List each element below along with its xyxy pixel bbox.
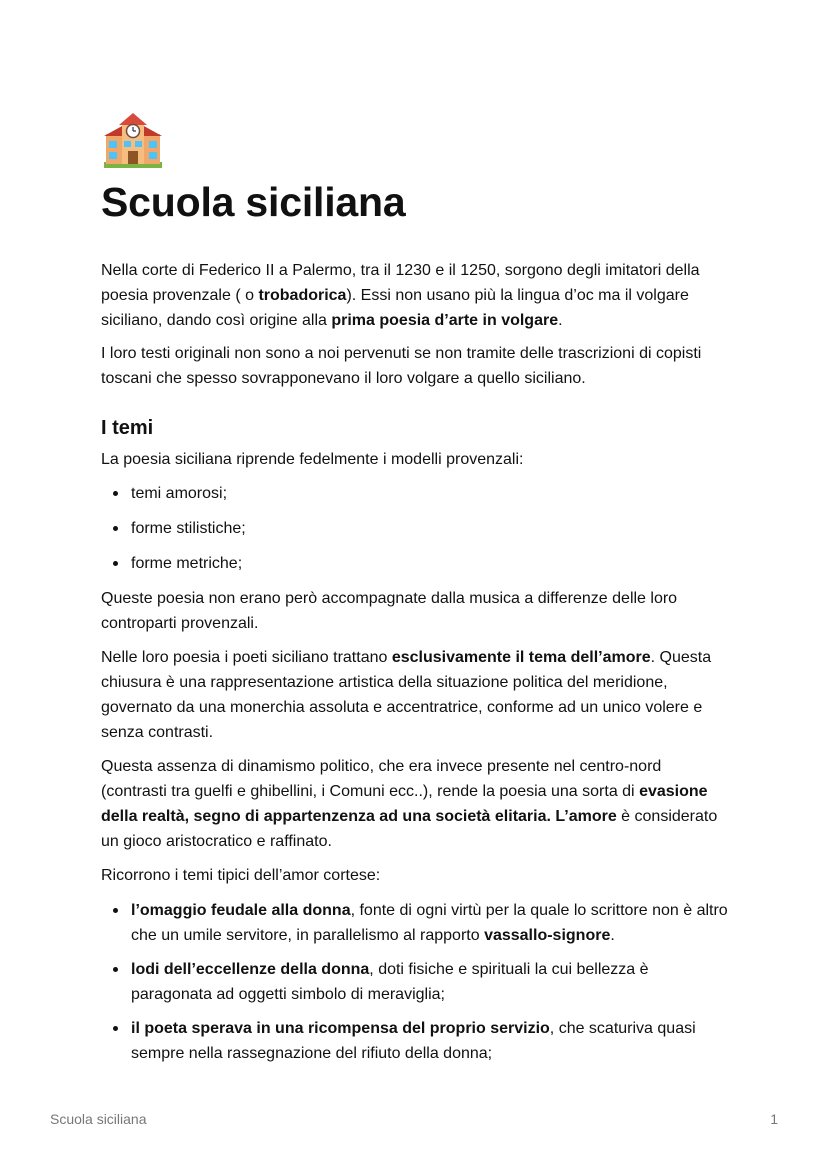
dinamismo-paragraph: Questa assenza di dinamismo politico, che era invece presente nel centro-nord (contrasti tra guelfi e ghibellini, i Comuni ecc..), rende la poesia una sorta di evasione della realtà, segno di appartenzenza ad una società elitaria. L’amore è considerato un gioco aristocratico e raffinato. [101,758,718,850]
list-item: il poeta sperava in una ricompensa del proprio servizio, che scaturiva quasi sempre nella rassegnazione del rifiuto della donna; [101,1016,731,1066]
page-title: Scuola siciliana [101,179,406,225]
music-paragraph: Queste poesia non erano però accompagnate dalla musica a differenze delle loro controparti provenzali. [101,590,678,632]
section-heading-temi: I temi [101,417,154,439]
list-item: l’omaggio feudale alla donna, fonte di ogni virtù per la quale lo scrittore non è altro che un umile servitore, in parallelismo al rapporto vassallo-signore. [101,898,731,948]
intro-paragraph: Nella corte di Federico II a Palermo, tra il 1230 e il 1250, sorgono degli imitatori della poesia provenzale ( o trobadorica). Essi non usano più la lingua d’oc ma il volgare siciliano, dando così origine alla prima poesia d’arte in volgare. [101,262,700,329]
footer-title: Scuola siciliana [50,1111,147,1127]
amor-cortese-list [101,898,731,1066]
page-number: 1 [770,1111,778,1127]
cortese-lead: Ricorrono i temi tipici dell’amor cortese: [101,867,381,884]
list-item: forme metriche; [101,551,731,576]
list-item: lodi dell’eccellenze della donna, doti fisiche e spirituali la cui bellezza è paragonata ad oggetti simbolo di meraviglia; [101,957,731,1007]
list-item: forme stilistiche; [101,516,731,541]
document-page [101,112,731,1075]
temi-list [101,481,731,576]
temi-lead: La poesia siciliana riprende fedelmente i modelli provenzali: [101,451,524,468]
amore-paragraph: Nelle loro poesia i poeti siciliano trattano esclusivamente il tema dell’amore. Questa chiusura è una rappresentazione artistica della situazione politica del meridione, governato da una monerchia assoluta e accentratrice, conforme ad un unico volere e senza contrasti. [101,649,712,741]
school-building-icon [102,112,164,170]
intro-paragraph-2: I loro testi originali non sono a noi pervenuti se non tramite delle trascrizioni di copisti toscani che spesso sovrapponevano il loro volgare a quello siciliano. [101,345,702,387]
list-item: temi amorosi; [101,481,731,506]
